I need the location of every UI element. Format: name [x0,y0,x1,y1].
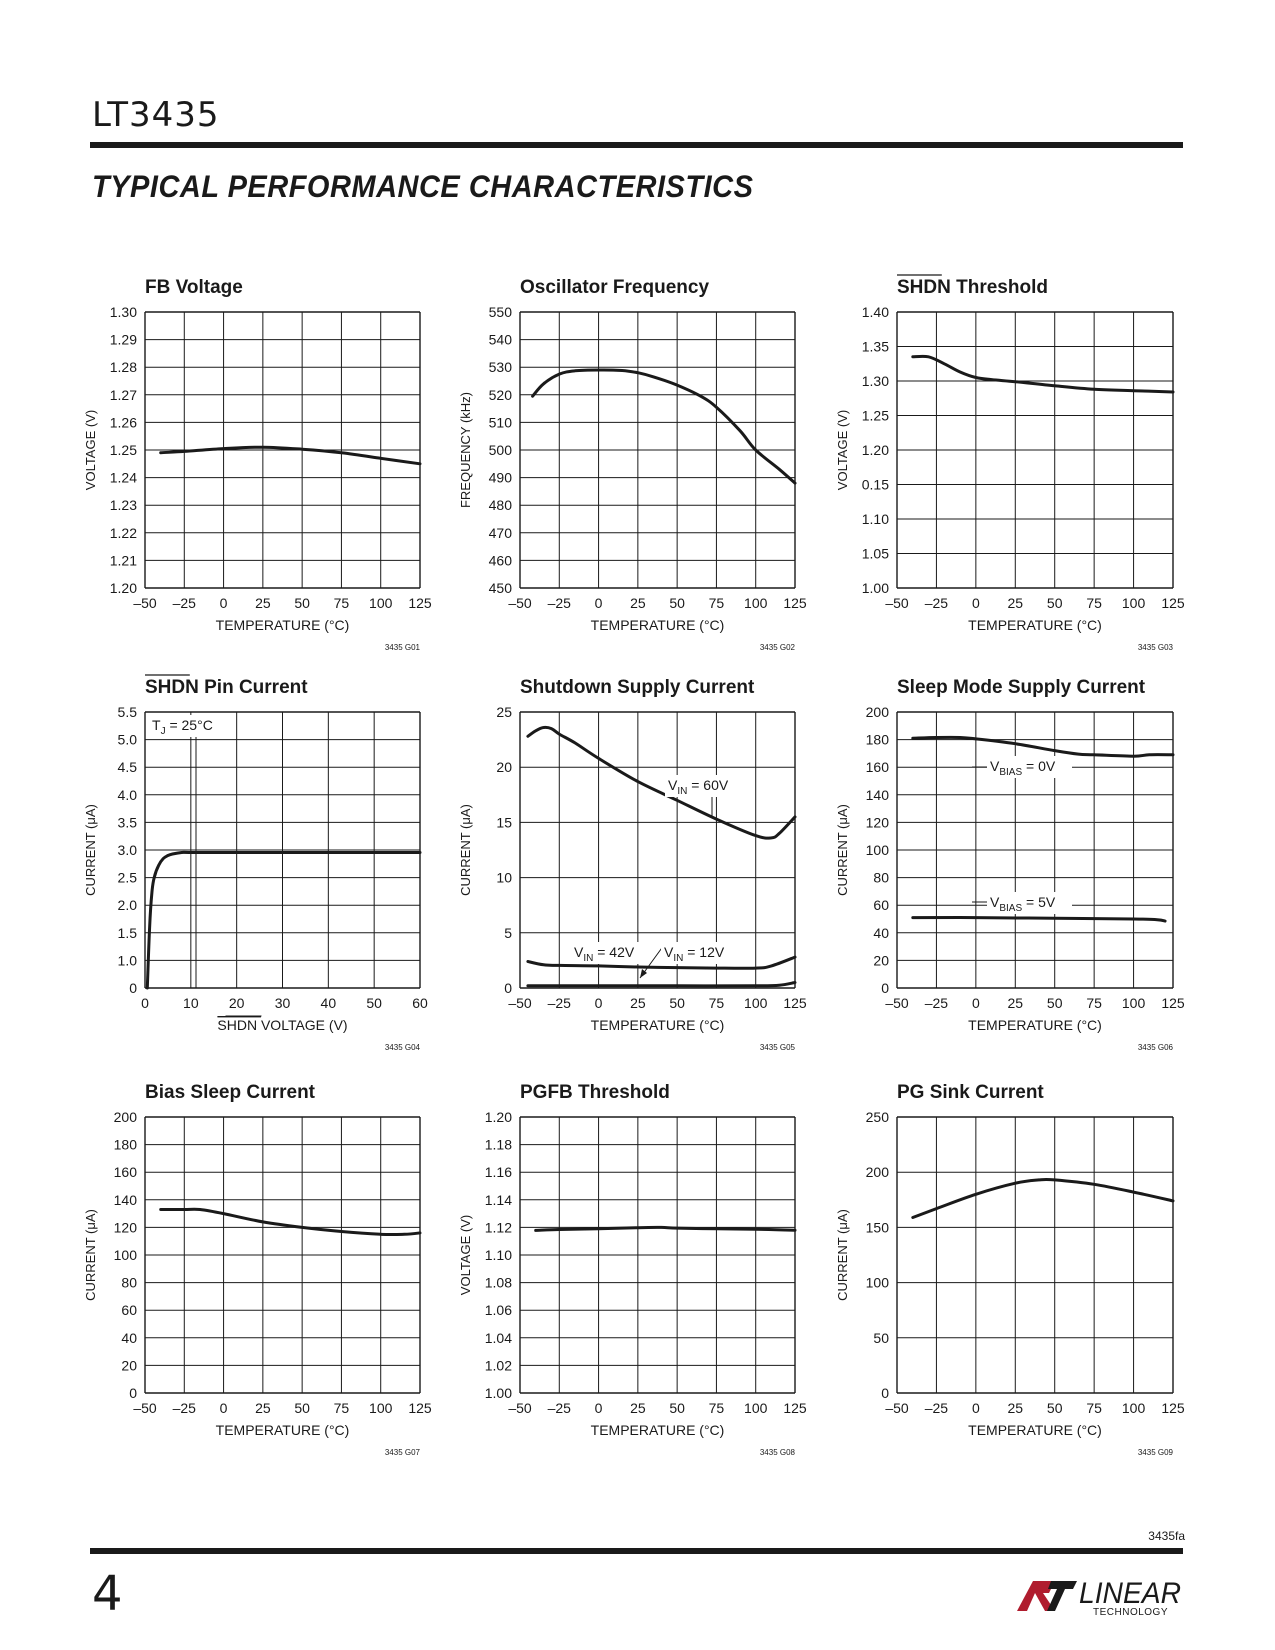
y-tick-label: 1.24 [109,469,137,486]
y-tick-label: 1.00 [861,580,889,596]
y-tick-label: 200 [865,1164,889,1181]
annotation-subscript: IN [673,953,684,964]
y-tick-label: 140 [113,1191,137,1208]
y-tick-label: 100 [865,842,889,858]
x-tick-label: –25 [172,595,196,611]
x-tick-label: 75 [1086,1400,1102,1416]
y-tick-label: 450 [488,580,512,596]
x-tick-label: 0 [594,1400,603,1416]
x-tick-label: 100 [1121,1400,1146,1416]
series-line-2 [913,918,1165,922]
y-tick-label: 1.18 [484,1136,512,1153]
y-tick-label: 25 [496,704,512,720]
figure-id: 3435 G03 [1137,643,1173,652]
y-tick-label: 40 [873,924,889,941]
y-tick-label: 470 [488,524,512,541]
y-tick-label: 1.08 [484,1274,512,1291]
series-line-1 [528,727,795,838]
y-tick-label: 5.5 [117,704,137,720]
y-tick-label: 1.25 [109,442,137,458]
y-tick-label: 1.06 [484,1302,512,1319]
x-tick-label: 0 [971,995,980,1011]
y-tick-label: 1.5 [117,924,137,941]
y-axis-label: CURRENT (μA) [458,804,473,896]
annotation-main: V [574,944,584,960]
annotation-subscript: J [160,726,166,737]
chart-4 [83,675,428,1052]
y-tick-label: 1.35 [861,338,889,355]
y-tick-label: 1.04 [484,1329,512,1346]
x-tick-label: 50 [1046,995,1063,1011]
y-tick-label: 160 [113,1164,137,1181]
x-tick-label: 10 [183,995,199,1011]
annotation-main: V [664,944,674,960]
x-axis-label: TEMPERATURE (°C) [590,1017,725,1033]
chart-9 [835,1082,1185,1457]
x-tick-label: 50 [669,995,685,1011]
x-tick-label: 75 [1086,595,1102,611]
y-tick-label: 1.23 [109,497,137,514]
y-tick-label: 120 [865,814,889,831]
x-tick-label: 100 [744,1400,768,1416]
y-tick-label: 80 [121,1274,137,1291]
y-tick-label: 1.20 [109,580,137,596]
lt-mark-icon [1017,1581,1077,1611]
x-tick-label: 100 [1121,995,1146,1011]
chart-title: Bias Sleep Current [145,1082,315,1103]
logo-subtext: TECHNOLOGY [1093,1607,1169,1617]
y-tick-label: 530 [488,359,512,376]
chart-title: SHDN Pin Current [145,677,308,698]
linear-technology-logo [1015,1573,1185,1622]
chart-title: FB Voltage [145,277,243,298]
figure-id: 3435 G06 [1137,1043,1173,1052]
x-axis-label: TEMPERATURE (°C) [590,1422,725,1438]
x-tick-label: 75 [333,595,350,611]
y-tick-label: 460 [488,552,512,569]
y-tick-label: 250 [865,1109,889,1125]
y-tick-label: 140 [865,786,889,803]
y-tick-label: 50 [873,1329,889,1346]
annotation-main: V [990,894,1000,910]
chart-5 [458,677,807,1052]
y-tick-label: 0 [129,980,137,996]
y-tick-label: 1.25 [861,407,889,424]
chart-7 [83,1082,432,1457]
y-tick-label: 0 [881,980,889,996]
y-tick-label: 550 [488,304,512,320]
y-tick-label: 1.30 [861,373,889,389]
x-tick-label: 0 [219,595,228,611]
annotation-rest: = 5V [1022,894,1056,910]
x-tick-label: 30 [274,995,291,1011]
annotation-rest: = 0V [1022,758,1056,774]
y-tick-label: 1.05 [861,545,889,562]
x-tick-label: 125 [783,1400,807,1416]
annotation-subscript: BIAS [999,903,1023,914]
x-tick-label: –50 [133,595,157,611]
annotation-rest: = 60V [687,777,729,793]
y-tick-label: 510 [488,414,512,431]
x-tick-label: –25 [547,595,571,611]
x-tick-label: 0 [971,1400,980,1416]
y-axis-label: CURRENT (μA) [835,804,850,896]
y-tick-label: 60 [121,1302,137,1319]
x-tick-label: –25 [547,995,571,1011]
y-tick-label: 5.0 [117,731,137,748]
figure-id: 3435 G05 [759,1043,795,1052]
page-number: 4 [92,1566,123,1622]
x-tick-label: –50 [508,595,532,611]
y-tick-label: 100 [113,1247,137,1263]
x-axis-label: TEMPERATURE (°C) [215,1422,350,1438]
series-line-1 [536,1227,795,1230]
x-tick-label: 25 [1007,995,1024,1011]
x-tick-label: 40 [320,995,337,1011]
x-tick-label: 25 [1007,1400,1024,1416]
figure-id: 3435 G09 [1137,1448,1173,1457]
y-tick-label: 1.10 [484,1247,512,1263]
y-tick-label: 1.00 [484,1385,512,1401]
x-tick-label: –25 [924,995,949,1011]
x-tick-label: 125 [408,1400,432,1416]
chart-title: SHDN Threshold [897,277,1048,298]
y-tick-label: 1.22 [109,524,137,541]
x-tick-label: –50 [133,1400,157,1416]
x-tick-label: 125 [1161,1400,1185,1416]
chart-title: PG Sink Current [897,1082,1044,1103]
y-tick-label: 500 [488,442,512,458]
x-tick-label: –25 [924,595,949,611]
chart-title: Oscillator Frequency [520,277,710,298]
y-tick-label: 200 [865,704,889,720]
y-axis-label: FREQUENCY (kHz) [458,391,473,509]
y-tick-label: 0 [504,980,512,996]
y-tick-label: 4.5 [117,759,137,776]
y-tick-label: 0 [881,1385,889,1401]
y-tick-label: 15 [496,814,512,831]
annotation-rest: = 25°C [165,717,213,733]
chart-8 [458,1082,807,1457]
y-tick-label: 520 [488,386,512,403]
y-tick-label: 490 [488,469,512,486]
chart-2 [458,277,807,652]
x-tick-label: 50 [294,595,310,611]
x-tick-label: 100 [369,1400,393,1416]
doc-code: 3435fa [1148,1529,1185,1543]
x-axis-label [217,1017,347,1033]
y-tick-label: 1.0 [117,952,137,969]
y-tick-label: 1.27 [109,386,137,403]
x-tick-label: –25 [547,1400,571,1416]
annotation-main: V [668,777,678,793]
x-tick-label: 25 [630,595,646,611]
y-tick-label: 1.26 [109,414,137,431]
y-tick-label: 5 [504,924,512,941]
y-tick-label: 1.16 [484,1164,512,1181]
x-tick-label: –50 [508,995,532,1011]
y-tick-label: 0 [129,1385,137,1401]
y-tick-label: 80 [873,869,889,886]
annotation-subscript: IN [583,953,594,964]
x-tick-label: 50 [669,595,685,611]
annotation-main: V [990,758,1000,774]
x-tick-label: 20 [228,995,245,1011]
y-tick-label: 1.28 [109,359,137,376]
logo-text: LINEAR [1079,1577,1181,1610]
series-line-3 [528,983,795,986]
y-tick-label: 10 [496,869,512,886]
x-tick-label: 75 [1086,995,1102,1011]
chart-6 [835,677,1185,1052]
x-axis-label: TEMPERATURE (°C) [968,1017,1102,1033]
x-tick-label: 0 [971,595,980,611]
y-axis-label: VOLTAGE (V) [835,409,850,491]
bottom-rule [90,1548,1183,1554]
x-tick-label: 0 [219,1400,228,1416]
x-tick-label: 50 [1046,595,1063,611]
y-tick-label: 40 [121,1329,137,1346]
y-tick-label: 1.20 [861,442,889,458]
y-tick-label: 150 [865,1219,889,1236]
annotation-rest: = 42V [593,944,635,960]
x-tick-label: 0 [594,995,603,1011]
x-axis-label: TEMPERATURE (°C) [590,617,725,633]
x-tick-label: –50 [885,595,909,611]
y-tick-label: 20 [121,1357,137,1374]
x-tick-label: 50 [294,1400,310,1416]
y-tick-label: 180 [865,731,889,748]
x-tick-label: 25 [255,1400,271,1416]
y-tick-label: 0.15 [861,476,889,493]
figure-id: 3435 G08 [759,1448,795,1457]
x-tick-label: 125 [1161,995,1185,1011]
y-tick-label: 100 [865,1274,889,1291]
y-tick-label: 1.40 [861,304,889,320]
x-axis-label-rest: VOLTAGE (V) [260,1017,348,1033]
x-tick-label: 100 [744,595,768,611]
x-axis-label: TEMPERATURE (°C) [968,1422,1102,1438]
y-axis-label: CURRENT (μA) [83,1209,98,1301]
x-tick-label: –50 [885,1400,909,1416]
annotation-main: T [152,717,161,733]
chart-title: PGFB Threshold [520,1082,670,1103]
x-tick-label: 0 [594,595,603,611]
y-tick-label: 2.0 [117,897,137,914]
series-line-1 [147,852,420,988]
annotation-rest: = 12V [683,944,725,960]
x-tick-label: 50 [366,995,382,1011]
y-tick-label: 1.29 [109,331,137,348]
chart-3 [835,275,1185,652]
x-tick-label: 25 [630,1400,646,1416]
x-tick-label: 25 [255,595,271,611]
y-tick-label: 20 [496,759,512,776]
y-tick-label: 3.5 [117,814,137,831]
y-axis-label: CURRENT (μA) [83,804,98,896]
y-tick-label: 120 [113,1219,137,1236]
figure-id: 3435 G07 [384,1448,420,1457]
figure-id: 3435 G02 [759,643,795,652]
chart-title: Shutdown Supply Current [520,677,755,698]
y-axis-label: CURRENT (μA) [835,1209,850,1301]
part-number: LT3435 [92,95,220,135]
x-tick-label: –25 [924,1400,949,1416]
x-tick-label: 60 [412,995,428,1011]
x-tick-label: 75 [708,995,725,1011]
y-tick-label: 480 [488,497,512,514]
y-tick-label: 1.12 [484,1219,512,1236]
y-tick-label: 4.0 [117,786,137,803]
y-tick-label: 180 [113,1136,137,1153]
chart-1 [83,277,432,652]
y-axis-label: VOLTAGE (V) [83,409,98,491]
figure-id: 3435 G04 [384,1043,420,1052]
y-tick-label: 20 [873,952,889,969]
x-axis-label-overline-part: SHDN [217,1017,261,1033]
y-tick-label: 1.21 [109,552,137,569]
y-tick-label: 200 [113,1109,137,1125]
y-tick-label: 60 [873,897,889,914]
x-tick-label: 0 [141,995,149,1011]
annotation-subscript: IN [677,786,688,797]
x-tick-label: 75 [708,595,725,611]
y-tick-label: 1.14 [484,1191,512,1208]
x-tick-label: 125 [783,995,807,1011]
y-tick-label: 3.0 [117,842,137,858]
x-tick-label: –50 [508,1400,532,1416]
y-tick-label: 1.02 [484,1357,512,1374]
y-tick-label: 540 [488,331,512,348]
x-tick-label: 100 [744,995,768,1011]
y-tick-label: 2.5 [117,869,137,886]
y-tick-label: 160 [865,759,889,776]
x-tick-label: 50 [1046,1400,1063,1416]
x-tick-label: 50 [669,1400,685,1416]
x-tick-label: 125 [783,595,807,611]
x-axis-label: TEMPERATURE (°C) [968,617,1102,633]
x-tick-label: 100 [369,595,393,611]
y-axis-label: VOLTAGE (V) [458,1214,473,1296]
x-tick-label: 75 [333,1400,350,1416]
figure-id: 3435 G01 [384,643,420,652]
x-tick-label: –25 [172,1400,196,1416]
x-tick-label: 100 [1121,595,1146,611]
x-tick-label: 125 [408,595,432,611]
x-tick-label: –50 [885,995,909,1011]
y-tick-label: 1.30 [109,304,137,320]
section-title: TYPICAL PERFORMANCE CHARACTERISTICS [92,170,754,205]
y-tick-label: 1.10 [861,511,889,527]
x-tick-label: 75 [708,1400,725,1416]
chart-title: Sleep Mode Supply Current [897,677,1146,698]
annotation-subscript: BIAS [999,767,1023,778]
x-tick-label: 25 [1007,595,1024,611]
x-tick-label: 125 [1161,595,1185,611]
x-tick-label: 25 [630,995,646,1011]
y-tick-label: 1.20 [484,1109,512,1125]
x-axis-label: TEMPERATURE (°C) [215,617,350,633]
